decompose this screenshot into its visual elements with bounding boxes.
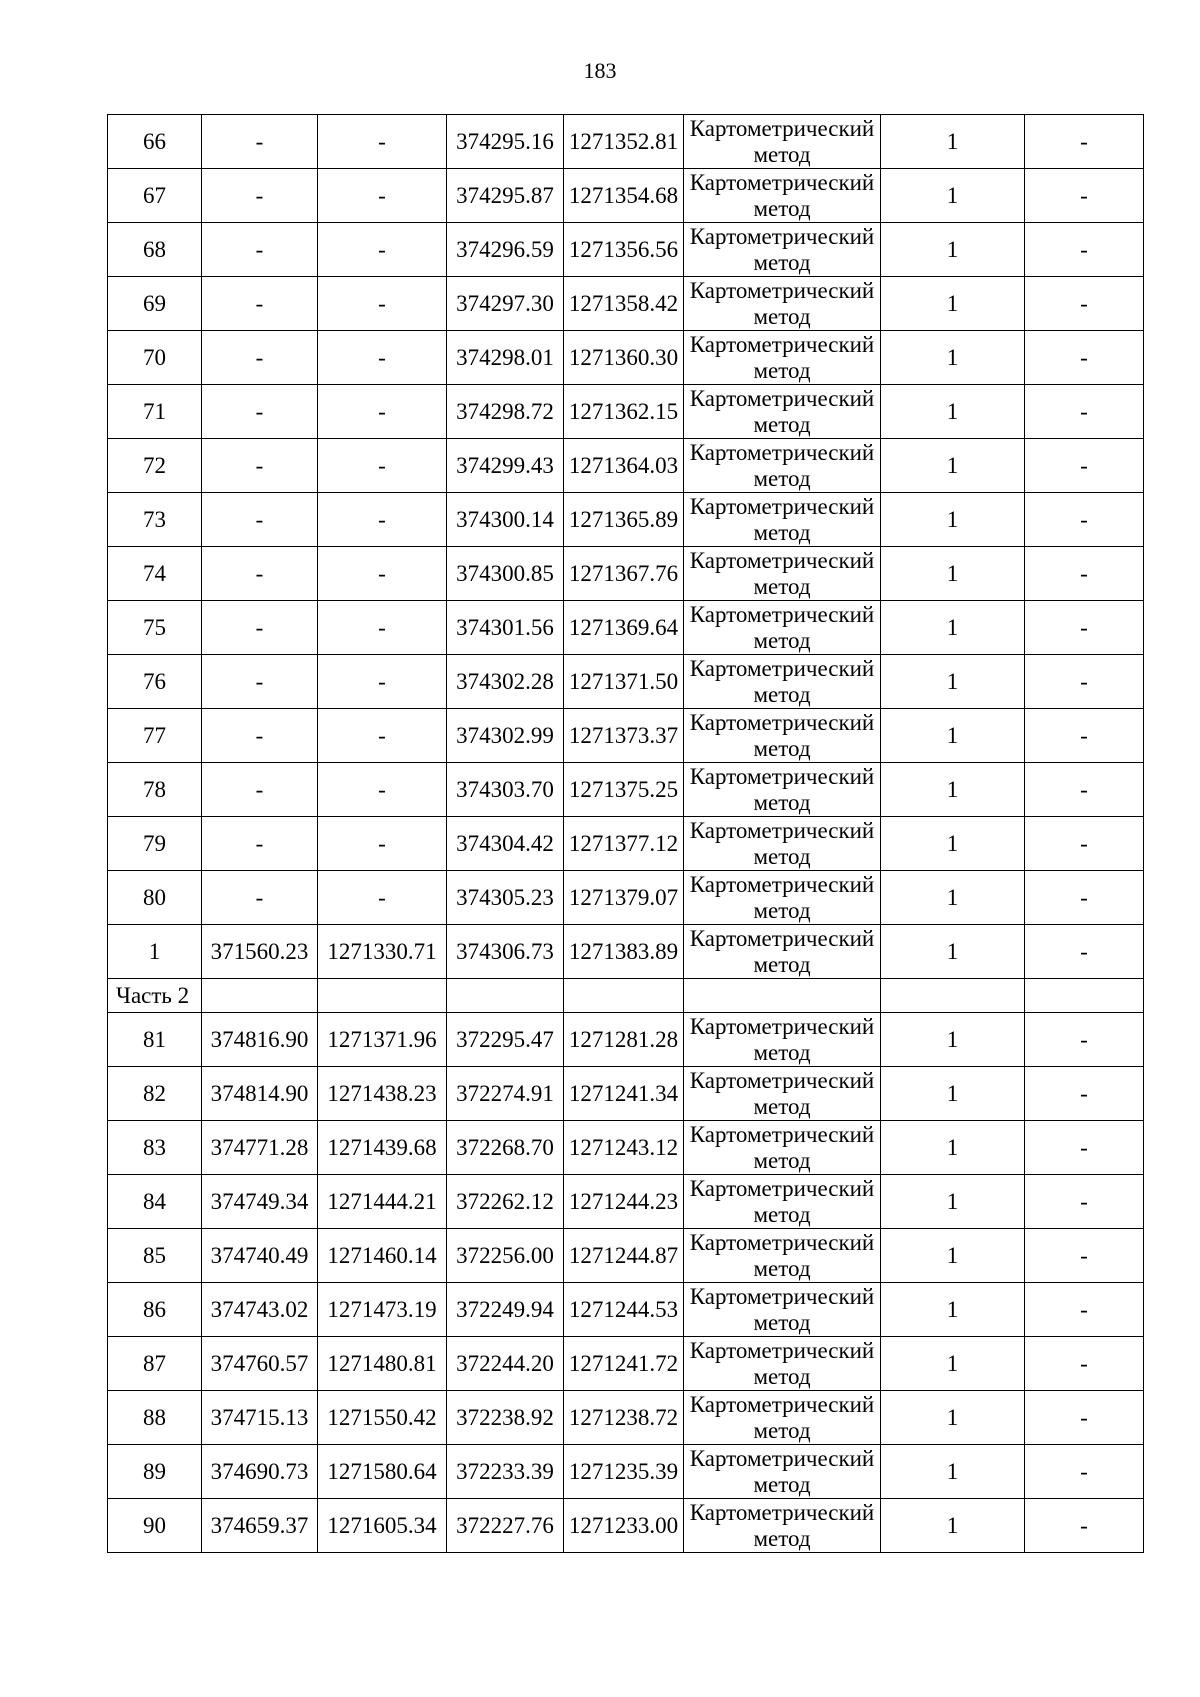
- coord-y-old-cell: -: [318, 331, 447, 385]
- accuracy-cell: 1: [881, 1067, 1025, 1121]
- coord-y-old-cell: 1271439.68: [318, 1121, 447, 1175]
- coord-x-new-cell: 374300.85: [447, 547, 564, 601]
- method-label-line2: метод: [753, 1309, 811, 1335]
- point-number-cell: 79: [108, 817, 202, 871]
- point-number-cell: 1: [108, 925, 202, 979]
- method-cell: [684, 763, 881, 817]
- point-number-cell: 67: [108, 169, 202, 223]
- accuracy-cell: 1: [881, 1013, 1025, 1067]
- method-label-line2: метод: [753, 1201, 811, 1227]
- accuracy-cell: 1: [881, 1229, 1025, 1283]
- accuracy-cell: 1: [881, 331, 1025, 385]
- method-label-line2: метод: [753, 735, 811, 761]
- description-cell: -: [1025, 1175, 1144, 1229]
- coord-x-new-cell: 374297.30: [447, 277, 564, 331]
- method-cell: [684, 1391, 881, 1445]
- page-number: 183: [583, 58, 617, 83]
- coord-x-new-cell: 374305.23: [447, 871, 564, 925]
- table-row: [108, 1445, 1144, 1499]
- empty-cell: [564, 979, 684, 1013]
- coord-y-old-cell: -: [318, 277, 447, 331]
- method-label-line2: метод: [753, 789, 811, 815]
- coord-x-new-cell: 372262.12: [447, 1175, 564, 1229]
- point-number-cell: 89: [108, 1445, 202, 1499]
- coord-y-new-cell: 1271244.87: [564, 1229, 684, 1283]
- table-row: [108, 1229, 1144, 1283]
- point-number-cell: 69: [108, 277, 202, 331]
- coord-x-new-cell: 374301.56: [447, 601, 564, 655]
- method-label-line1: Картометрический: [689, 1175, 875, 1201]
- method-cell: [684, 655, 881, 709]
- coord-x-new-cell: 374302.28: [447, 655, 564, 709]
- coord-y-new-cell: 1271243.12: [564, 1121, 684, 1175]
- coord-x-old-cell: -: [202, 115, 318, 169]
- coord-x-old-cell: 374760.57: [202, 1337, 318, 1391]
- coord-x-old-cell: -: [202, 601, 318, 655]
- table-row: [108, 1175, 1144, 1229]
- point-number-cell: 71: [108, 385, 202, 439]
- coord-x-old-cell: 374816.90: [202, 1013, 318, 1067]
- coord-x-new-cell: 374304.42: [447, 817, 564, 871]
- coord-y-old-cell: 1271473.19: [318, 1283, 447, 1337]
- coord-y-old-cell: 1271480.81: [318, 1337, 447, 1391]
- empty-cell: [202, 979, 318, 1013]
- description-cell: -: [1025, 439, 1144, 493]
- method-label-line2: метод: [753, 573, 811, 599]
- coord-y-new-cell: 1271369.64: [564, 601, 684, 655]
- method-cell: [684, 223, 881, 277]
- table-row: [108, 439, 1144, 493]
- accuracy-cell: 1: [881, 1337, 1025, 1391]
- coord-x-old-cell: -: [202, 763, 318, 817]
- method-label-line2: метод: [753, 1525, 811, 1551]
- coord-x-old-cell: 374659.37: [202, 1499, 318, 1553]
- coord-x-old-cell: -: [202, 223, 318, 277]
- coord-y-new-cell: 1271281.28: [564, 1013, 684, 1067]
- accuracy-cell: 1: [881, 115, 1025, 169]
- point-number-cell: 80: [108, 871, 202, 925]
- accuracy-cell: 1: [881, 1445, 1025, 1499]
- table-row: [108, 925, 1144, 979]
- coord-y-old-cell: -: [318, 115, 447, 169]
- method-label-line1: Картометрический: [689, 547, 875, 573]
- accuracy-cell: 1: [881, 1283, 1025, 1337]
- point-number-cell: 85: [108, 1229, 202, 1283]
- point-number-cell: 81: [108, 1013, 202, 1067]
- section-label: Часть 2: [108, 979, 202, 1013]
- description-cell: -: [1025, 223, 1144, 277]
- point-number-cell: 84: [108, 1175, 202, 1229]
- method-label-line1: Картометрический: [689, 1229, 875, 1255]
- method-label-line1: Картометрический: [689, 817, 875, 843]
- coord-y-new-cell: 1271379.07: [564, 871, 684, 925]
- description-cell: -: [1025, 709, 1144, 763]
- coord-y-old-cell: -: [318, 493, 447, 547]
- method-label-line2: метод: [753, 1471, 811, 1497]
- coord-x-new-cell: 372268.70: [447, 1121, 564, 1175]
- coord-y-old-cell: 1271580.64: [318, 1445, 447, 1499]
- accuracy-cell: 1: [881, 439, 1025, 493]
- table-row: [108, 763, 1144, 817]
- table-row: [108, 871, 1144, 925]
- coord-y-old-cell: -: [318, 223, 447, 277]
- coord-y-old-cell: -: [318, 169, 447, 223]
- point-number-cell: 77: [108, 709, 202, 763]
- coord-x-new-cell: 374298.01: [447, 331, 564, 385]
- method-label-line1: Картометрический: [689, 1445, 875, 1471]
- coord-x-new-cell: 372227.76: [447, 1499, 564, 1553]
- accuracy-cell: 1: [881, 169, 1025, 223]
- method-label-line2: метод: [753, 249, 811, 275]
- coord-x-old-cell: -: [202, 277, 318, 331]
- description-cell: -: [1025, 115, 1144, 169]
- coord-x-new-cell: 372295.47: [447, 1013, 564, 1067]
- method-cell: [684, 601, 881, 655]
- method-label-line2: метод: [753, 1363, 811, 1389]
- coord-x-new-cell: 374300.14: [447, 493, 564, 547]
- method-label-line2: метод: [753, 141, 811, 167]
- coord-x-old-cell: -: [202, 871, 318, 925]
- table-row: [108, 331, 1144, 385]
- coord-y-new-cell: 1271364.03: [564, 439, 684, 493]
- accuracy-cell: 1: [881, 1391, 1025, 1445]
- coord-y-new-cell: 1271354.68: [564, 169, 684, 223]
- method-label-line1: Картометрический: [689, 709, 875, 735]
- method-label-line1: Картометрический: [689, 493, 875, 519]
- method-cell: [684, 115, 881, 169]
- accuracy-cell: 1: [881, 547, 1025, 601]
- method-cell: [684, 925, 881, 979]
- coord-x-new-cell: 374299.43: [447, 439, 564, 493]
- coord-y-new-cell: 1271362.15: [564, 385, 684, 439]
- empty-cell: [318, 979, 447, 1013]
- method-cell: [684, 709, 881, 763]
- accuracy-cell: 1: [881, 223, 1025, 277]
- coord-x-old-cell: -: [202, 331, 318, 385]
- coord-x-old-cell: 374771.28: [202, 1121, 318, 1175]
- method-label-line1: Картометрический: [689, 1013, 875, 1039]
- method-label-line2: метод: [753, 357, 811, 383]
- table-row: [108, 709, 1144, 763]
- table-row: [108, 1391, 1144, 1445]
- coord-y-new-cell: 1271365.89: [564, 493, 684, 547]
- method-cell: [684, 547, 881, 601]
- accuracy-cell: 1: [881, 817, 1025, 871]
- coord-x-new-cell: 374296.59: [447, 223, 564, 277]
- coord-y-new-cell: 1271383.89: [564, 925, 684, 979]
- coord-y-old-cell: -: [318, 601, 447, 655]
- description-cell: -: [1025, 1499, 1144, 1553]
- coord-y-new-cell: 1271358.42: [564, 277, 684, 331]
- description-cell: -: [1025, 547, 1144, 601]
- coord-x-old-cell: 371560.23: [202, 925, 318, 979]
- table-row: [108, 169, 1144, 223]
- method-cell: [684, 1175, 881, 1229]
- accuracy-cell: 1: [881, 709, 1025, 763]
- coord-y-new-cell: 1271356.56: [564, 223, 684, 277]
- coord-y-old-cell: -: [318, 385, 447, 439]
- coord-x-old-cell: -: [202, 385, 318, 439]
- description-cell: -: [1025, 1337, 1144, 1391]
- coord-x-new-cell: 374295.87: [447, 169, 564, 223]
- table-row: [108, 223, 1144, 277]
- description-cell: -: [1025, 1283, 1144, 1337]
- coord-x-old-cell: 374740.49: [202, 1229, 318, 1283]
- coord-y-old-cell: 1271550.42: [318, 1391, 447, 1445]
- coord-y-new-cell: 1271238.72: [564, 1391, 684, 1445]
- empty-cell: [684, 979, 881, 1013]
- description-cell: -: [1025, 1445, 1144, 1499]
- coord-y-new-cell: 1271241.34: [564, 1067, 684, 1121]
- coord-x-old-cell: 374814.90: [202, 1067, 318, 1121]
- description-cell: -: [1025, 601, 1144, 655]
- accuracy-cell: 1: [881, 277, 1025, 331]
- method-label-line2: метод: [753, 1255, 811, 1281]
- point-number-cell: 76: [108, 655, 202, 709]
- point-number-cell: 68: [108, 223, 202, 277]
- method-label-line2: метод: [753, 1417, 811, 1443]
- description-cell: -: [1025, 655, 1144, 709]
- method-label-line2: метод: [753, 1147, 811, 1173]
- method-label-line1: Картометрический: [689, 223, 875, 249]
- coord-x-new-cell: 372249.94: [447, 1283, 564, 1337]
- point-number-cell: 72: [108, 439, 202, 493]
- description-cell: -: [1025, 1229, 1144, 1283]
- coord-x-new-cell: 372238.92: [447, 1391, 564, 1445]
- coord-x-new-cell: 374295.16: [447, 115, 564, 169]
- accuracy-cell: 1: [881, 655, 1025, 709]
- point-number-cell: 86: [108, 1283, 202, 1337]
- coord-y-new-cell: 1271352.81: [564, 115, 684, 169]
- coord-y-old-cell: 1271438.23: [318, 1067, 447, 1121]
- coord-x-old-cell: -: [202, 439, 318, 493]
- coord-y-old-cell: 1271460.14: [318, 1229, 447, 1283]
- coord-y-old-cell: -: [318, 871, 447, 925]
- method-label-line1: Картометрический: [689, 331, 875, 357]
- coord-y-new-cell: 1271373.37: [564, 709, 684, 763]
- coord-y-old-cell: -: [318, 439, 447, 493]
- coord-y-new-cell: 1271371.50: [564, 655, 684, 709]
- table-row: [108, 385, 1144, 439]
- table-row: [108, 817, 1144, 871]
- description-cell: -: [1025, 331, 1144, 385]
- coord-y-old-cell: 1271330.71: [318, 925, 447, 979]
- point-number-cell: 90: [108, 1499, 202, 1553]
- accuracy-cell: 1: [881, 601, 1025, 655]
- method-label-line1: Картометрический: [689, 763, 875, 789]
- method-label-line1: Картометрический: [689, 439, 875, 465]
- coord-x-new-cell: 372256.00: [447, 1229, 564, 1283]
- method-label-line1: Картометрический: [689, 601, 875, 627]
- description-cell: -: [1025, 871, 1144, 925]
- table-row: [108, 655, 1144, 709]
- method-label-line2: метод: [753, 519, 811, 545]
- method-cell: [684, 493, 881, 547]
- method-label-line2: метод: [753, 465, 811, 491]
- method-label-line2: метод: [753, 195, 811, 221]
- coordinates-table: [107, 114, 1144, 1553]
- method-label-line1: Картометрический: [689, 169, 875, 195]
- coord-y-new-cell: 1271235.39: [564, 1445, 684, 1499]
- method-label-line1: Картометрический: [689, 1067, 875, 1093]
- table-row: [108, 1283, 1144, 1337]
- coord-y-old-cell: -: [318, 817, 447, 871]
- coord-x-new-cell: 374298.72: [447, 385, 564, 439]
- method-label-line1: Картометрический: [689, 277, 875, 303]
- coord-x-old-cell: 374715.13: [202, 1391, 318, 1445]
- empty-cell: [881, 979, 1025, 1013]
- table-row: [108, 547, 1144, 601]
- coord-x-old-cell: -: [202, 547, 318, 601]
- method-label-line2: метод: [753, 681, 811, 707]
- coord-x-old-cell: -: [202, 169, 318, 223]
- method-cell: [684, 1013, 881, 1067]
- description-cell: -: [1025, 1067, 1144, 1121]
- method-label-line2: метод: [753, 411, 811, 437]
- coord-x-new-cell: 372233.39: [447, 1445, 564, 1499]
- point-number-cell: 75: [108, 601, 202, 655]
- method-label-line2: метод: [753, 951, 811, 977]
- accuracy-cell: 1: [881, 1175, 1025, 1229]
- coord-y-new-cell: 1271241.72: [564, 1337, 684, 1391]
- method-cell: [684, 1445, 881, 1499]
- table-row: [108, 1337, 1144, 1391]
- coord-y-old-cell: -: [318, 655, 447, 709]
- coord-y-old-cell: 1271605.34: [318, 1499, 447, 1553]
- coord-y-old-cell: -: [318, 709, 447, 763]
- coord-x-old-cell: -: [202, 709, 318, 763]
- method-cell: [684, 1337, 881, 1391]
- accuracy-cell: 1: [881, 763, 1025, 817]
- point-number-cell: 88: [108, 1391, 202, 1445]
- accuracy-cell: 1: [881, 1121, 1025, 1175]
- point-number-cell: 74: [108, 547, 202, 601]
- accuracy-cell: 1: [881, 493, 1025, 547]
- description-cell: -: [1025, 1391, 1144, 1445]
- coord-x-old-cell: 374690.73: [202, 1445, 318, 1499]
- method-label-line2: метод: [753, 1039, 811, 1065]
- accuracy-cell: 1: [881, 1499, 1025, 1553]
- coord-x-old-cell: -: [202, 493, 318, 547]
- accuracy-cell: 1: [881, 925, 1025, 979]
- coord-x-new-cell: 372274.91: [447, 1067, 564, 1121]
- method-cell: [684, 817, 881, 871]
- coord-y-old-cell: -: [318, 547, 447, 601]
- method-label-line1: Картометрический: [689, 1337, 875, 1363]
- method-label-line2: метод: [753, 897, 811, 923]
- method-cell: [684, 1067, 881, 1121]
- method-cell: [684, 439, 881, 493]
- coord-x-new-cell: 374306.73: [447, 925, 564, 979]
- coord-x-old-cell: 374743.02: [202, 1283, 318, 1337]
- accuracy-cell: 1: [881, 385, 1025, 439]
- description-cell: -: [1025, 1121, 1144, 1175]
- coord-y-new-cell: 1271244.53: [564, 1283, 684, 1337]
- coord-y-old-cell: -: [318, 763, 447, 817]
- coord-y-new-cell: 1271377.12: [564, 817, 684, 871]
- method-cell: [684, 385, 881, 439]
- method-cell: [684, 1229, 881, 1283]
- point-number-cell: 87: [108, 1337, 202, 1391]
- coord-y-new-cell: 1271360.30: [564, 331, 684, 385]
- coord-x-old-cell: 374749.34: [202, 1175, 318, 1229]
- table-row: [108, 1499, 1144, 1553]
- point-number-cell: 66: [108, 115, 202, 169]
- description-cell: -: [1025, 1013, 1144, 1067]
- method-label-line1: Картометрический: [689, 385, 875, 411]
- description-cell: -: [1025, 277, 1144, 331]
- section-header-row: [108, 979, 1144, 1013]
- table-row: [108, 1067, 1144, 1121]
- method-label-line2: метод: [753, 843, 811, 869]
- method-label-line1: Картометрический: [689, 1499, 875, 1525]
- description-cell: -: [1025, 385, 1144, 439]
- point-number-cell: 83: [108, 1121, 202, 1175]
- empty-cell: [1025, 979, 1144, 1013]
- method-cell: [684, 1283, 881, 1337]
- point-number-cell: 70: [108, 331, 202, 385]
- empty-cell: [447, 979, 564, 1013]
- description-cell: -: [1025, 817, 1144, 871]
- table-row: [108, 277, 1144, 331]
- method-cell: [684, 1499, 881, 1553]
- method-cell: [684, 871, 881, 925]
- coord-y-old-cell: 1271444.21: [318, 1175, 447, 1229]
- description-cell: -: [1025, 763, 1144, 817]
- point-number-cell: 78: [108, 763, 202, 817]
- coord-x-new-cell: 374303.70: [447, 763, 564, 817]
- coord-y-new-cell: 1271375.25: [564, 763, 684, 817]
- method-label-line1: Картометрический: [689, 115, 875, 141]
- coord-x-new-cell: 372244.20: [447, 1337, 564, 1391]
- coord-x-old-cell: -: [202, 655, 318, 709]
- method-label-line1: Картометрический: [689, 925, 875, 951]
- description-cell: -: [1025, 493, 1144, 547]
- method-cell: [684, 277, 881, 331]
- table-row: [108, 1013, 1144, 1067]
- method-cell: [684, 169, 881, 223]
- point-number-cell: 73: [108, 493, 202, 547]
- method-label-line1: Картометрический: [689, 655, 875, 681]
- table-row: [108, 1121, 1144, 1175]
- method-label-line1: Картометрический: [689, 1391, 875, 1417]
- point-number-cell: 82: [108, 1067, 202, 1121]
- coord-y-old-cell: 1271371.96: [318, 1013, 447, 1067]
- method-label-line2: метод: [753, 303, 811, 329]
- method-label-line1: Картометрический: [689, 1283, 875, 1309]
- method-label-line1: Картометрический: [689, 1121, 875, 1147]
- method-cell: [684, 331, 881, 385]
- table-row: [108, 601, 1144, 655]
- accuracy-cell: 1: [881, 871, 1025, 925]
- coord-x-new-cell: 374302.99: [447, 709, 564, 763]
- coord-y-new-cell: 1271233.00: [564, 1499, 684, 1553]
- coord-x-old-cell: -: [202, 817, 318, 871]
- method-cell: [684, 1121, 881, 1175]
- description-cell: -: [1025, 169, 1144, 223]
- description-cell: -: [1025, 925, 1144, 979]
- table-row: [108, 115, 1144, 169]
- table-row: [108, 493, 1144, 547]
- coord-y-new-cell: 1271244.23: [564, 1175, 684, 1229]
- coord-y-new-cell: 1271367.76: [564, 547, 684, 601]
- method-label-line2: метод: [753, 1093, 811, 1119]
- method-label-line1: Картометрический: [689, 871, 875, 897]
- method-label-line2: метод: [753, 627, 811, 653]
